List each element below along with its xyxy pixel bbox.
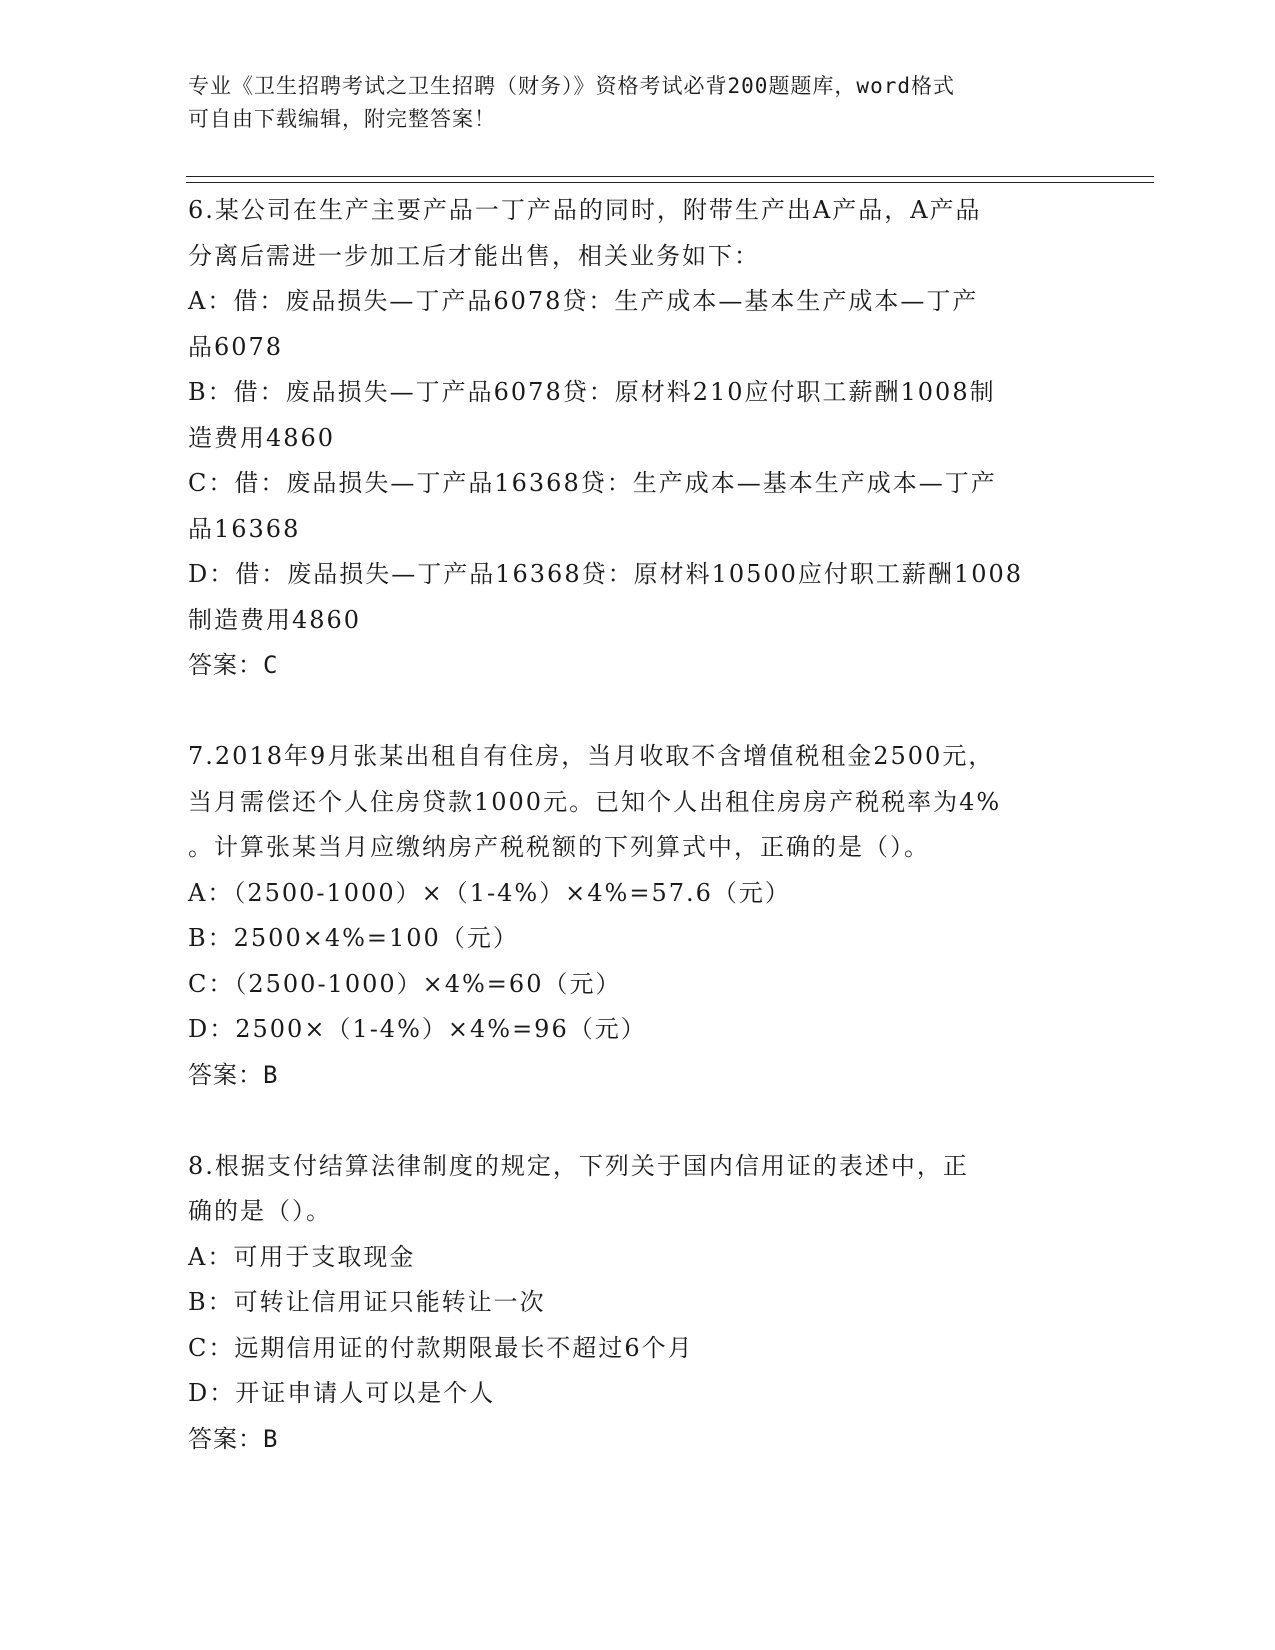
question-7-stem-line-1: 7.2018年9月张某出租自有住房，当月收取不含增值税租金2500元， (188, 742, 995, 770)
question-8-answer: 答案：B (188, 1424, 279, 1453)
header-title-line-2: 可自由下载编辑，附完整答案！ (188, 107, 496, 131)
question-7-option-d: D：2500×（1-4%）×4%=96（元） (188, 1015, 647, 1043)
question-spacer (188, 689, 1088, 735)
question-7-stem-line-2: 当月需偿还个人住房贷款1000元。已知个人出租住房房产税税率为4% (188, 787, 1002, 816)
question-8-option-b: B：可转让信用证只能转让一次 (188, 1288, 546, 1316)
question-7 (188, 734, 1088, 1098)
question-spacer (188, 1098, 1088, 1144)
question-6-option-a-line-1: A：借：废品损失—丁产品6078贷：生产成本—基本生产成本—丁产 (188, 287, 979, 315)
question-7-option-c: C：（2500-1000）×4%=60（元） (188, 969, 622, 998)
question-6 (188, 188, 1088, 689)
question-8 (188, 1144, 1088, 1463)
question-6-option-b-line-1: B：借：废品损失—丁产品6078贷：原材料210应付职工薪酬1008制 (188, 378, 996, 406)
document-header (188, 70, 1068, 136)
question-6-option-d-line-1: D：借：废品损失—丁产品16368贷：原材料10500应付职工薪酬1008 (188, 560, 1024, 588)
header-divider-bottom (186, 182, 1154, 183)
header-title-line-1: 专业《卫生招聘考试之卫生招聘（财务）》资格考试必背200题题库，word格式 (188, 74, 955, 98)
question-6-option-d-line-2: 制造费用4860 (188, 605, 362, 634)
question-6-stem-line-2: 分离后需进一步加工后才能出售，相关业务如下： (188, 241, 760, 270)
question-6-stem-line-1: 6.某公司在生产主要产品一丁产品的同时，附带生产出A产品，A产品 (188, 196, 982, 224)
question-7-answer: 答案：B (188, 1060, 279, 1089)
question-6-option-c-line-1: C：借：废品损失—丁产品16368贷：生产成本—基本生产成本—丁产 (188, 469, 997, 497)
question-8-option-d: D：开证申请人可以是个人 (188, 1379, 496, 1407)
question-6-option-a-line-2: 品6078 (188, 332, 284, 361)
question-list (188, 188, 1088, 1462)
question-7-option-a: A：（2500-1000）×（1-4%）×4%=57.6（元） (188, 878, 791, 907)
question-7-option-b: B：2500×4%=100（元） (188, 924, 519, 952)
question-6-option-c-line-2: 品16368 (188, 514, 301, 543)
question-8-stem-line-1: 8.根据支付结算法律制度的规定，下列关于国内信用证的表述中，正 (188, 1151, 969, 1180)
header-divider-top (186, 176, 1154, 177)
question-7-stem-line-3: 。计算张某当月应缴纳房产税税额的下列算式中，正确的是（）。 (188, 833, 930, 861)
question-6-answer: 答案：C (188, 651, 279, 679)
question-8-stem-line-2: 确的是（）。 (188, 1197, 332, 1225)
question-8-option-c: C：远期信用证的付款期限最长不超过6个月 (188, 1333, 694, 1362)
question-6-option-b-line-2: 造费用4860 (188, 423, 336, 452)
question-8-option-a: A：可用于支取现金 (188, 1242, 416, 1271)
